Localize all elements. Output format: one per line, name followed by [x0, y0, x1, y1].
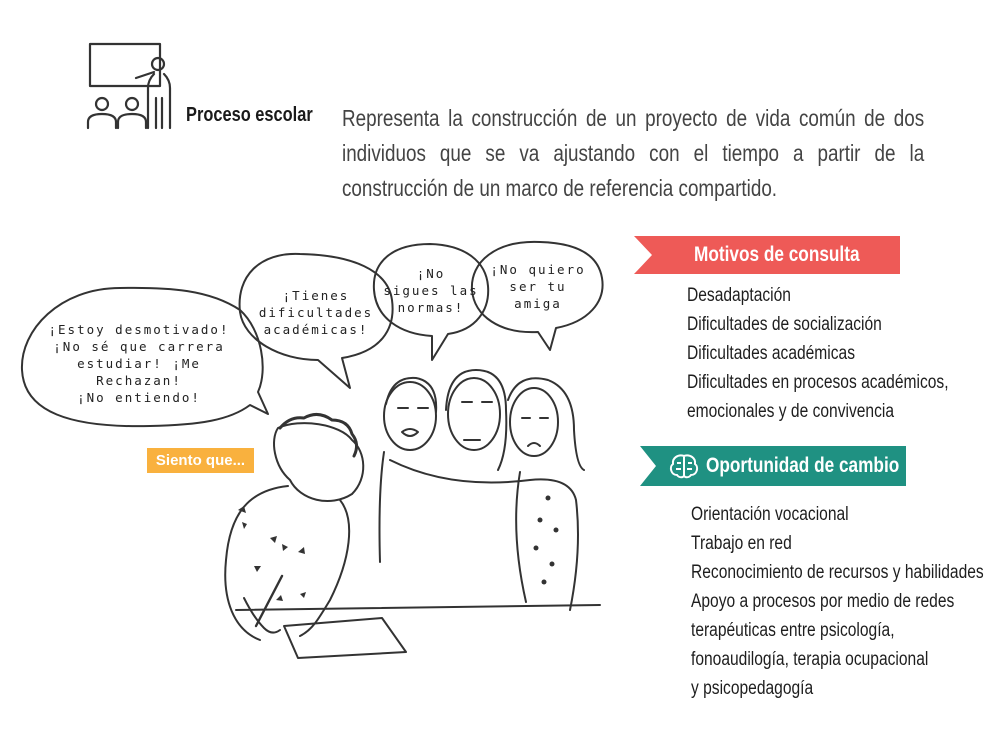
list-item: terapéuticas entre psicología, [691, 620, 895, 641]
list-item: Desadaptación [687, 285, 791, 306]
speech-bubble-normas-text: ¡No sigues las normas! [383, 266, 479, 315]
list-item: fonoaudilogía, terapia ocupacional [691, 649, 929, 670]
list-item: Trabajo en red [691, 533, 792, 554]
speech-bubble-left-text: ¡Estoy desmotivado! ¡No sé que carrera estudiar! ¡Me Rechazan! ¡No entiendo! [48, 322, 230, 405]
oportunidad-banner [640, 446, 906, 486]
list-item: Reconocimiento de recursos y habilidades [691, 562, 984, 583]
motivos-title: Motivos de consulta [694, 243, 860, 266]
brain-icon [668, 453, 700, 479]
page-title: Proceso escolar [186, 104, 313, 126]
list-item: Dificultades académicas [687, 343, 855, 364]
page-description: Representa la construcción de un proyecto de vida común de dos individuos que se va ajustando con el tiempo a partir de la construcción de un marco de referencia compartido. [342, 105, 925, 201]
motivos-list [687, 281, 949, 426]
list-item: Dificultades en procesos académicos, [687, 372, 949, 393]
speech-bubble-amiga-text: ¡No quiero ser tu amiga [490, 262, 586, 311]
list-item: y psicopedagogía [691, 678, 814, 699]
siento-que-label: Siento que... [147, 448, 254, 473]
oportunidad-title: Oportunidad de cambio [706, 454, 900, 477]
list-item: Orientación vocacional [691, 504, 849, 525]
motivos-banner [634, 236, 900, 274]
list-item: Dificultades de socialización [687, 314, 882, 335]
list-item: emocionales y de convivencia [687, 401, 894, 422]
list-item: Apoyo a procesos por medio de redes [691, 591, 955, 612]
speech-bubble-tienes-text: ¡Tienes dificultades académicas! [258, 288, 374, 337]
oportunidad-list [691, 500, 984, 703]
